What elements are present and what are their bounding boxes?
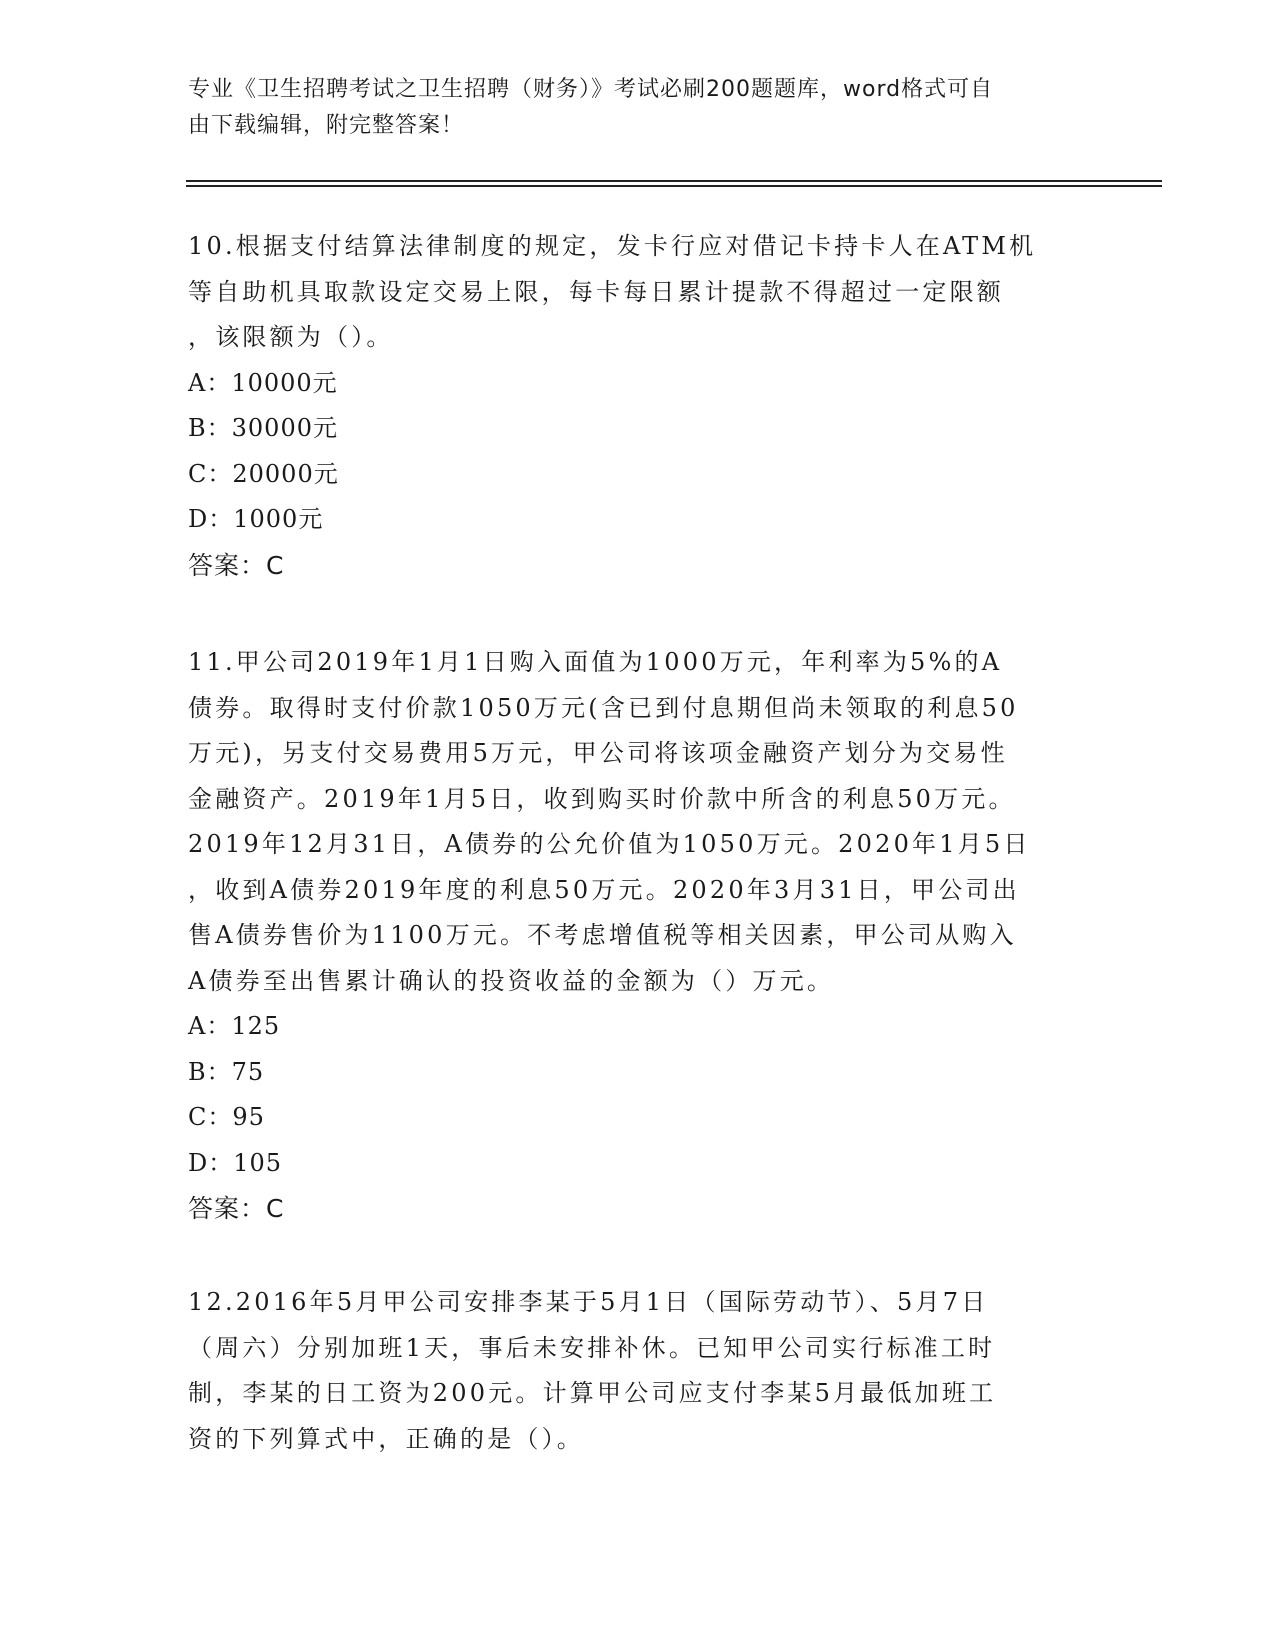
option-a: A：10000元 [188,368,338,397]
option-b: B：30000元 [188,414,338,442]
stem-line: 金融资产。2019年1月5日，收到购买时价款中所含的利息50万元。 [188,784,1016,813]
stem-line: ，该限额为（）。 [188,323,394,351]
question-stem [188,640,1088,1004]
question-11 [188,640,1088,1232]
option-a: A：125 [188,1012,281,1040]
stem-line: 售A债券售价为1100万元。不考虑增值税等相关因素，甲公司从购入 [188,921,1017,949]
document-header [188,72,1088,144]
header-divider [186,180,1162,182]
question-stem [188,1280,1088,1462]
option-b: B：75 [188,1057,265,1086]
header-divider [186,185,1162,187]
option-c: C：95 [188,1103,265,1131]
answer: 答案：C [188,1194,285,1223]
option-d: D：1000元 [188,505,324,533]
stem-line: ，收到A债券2019年度的利息50万元。2020年3月31日，甲公司出 [188,875,1020,904]
stem-line: 10.根据支付结算法律制度的规定，发卡行应对借记卡持卡人在ATM机 [188,232,1037,260]
stem-line: 制，李某的日工资为200元。计算甲公司应支付李某5月最低加班工 [188,1379,997,1407]
header-line: 专业《卫生招聘考试之卫生招聘（财务）》考试必刷200题题库，word格式可自 [188,77,994,102]
question-10 [188,224,1088,588]
stem-line: 11.甲公司2019年1月1日购入面值为1000万元，年利率为5%的A [188,648,1003,676]
stem-line: 资的下列算式中，正确的是（）。 [188,1424,584,1453]
stem-line: A债券至出售累计确认的投资收益的金额为（）万元。 [188,966,835,995]
stem-line: 2019年12月31日，A债券的公允价值为1050万元。2020年1月5日 [188,830,1031,858]
stem-line: 等自助机具取款设定交易上限，每卡每日累计提款不得超过一定限额 [188,277,1004,306]
stem-line: （周六）分别加班1天，事后未安排补休。已知甲公司实行标准工时 [188,1333,996,1362]
answer: 答案：C [188,550,285,580]
question-12 [188,1280,1088,1462]
header-line: 由下载编辑，附完整答案！ [188,113,465,138]
stem-line: 万元)，另支付交易费用5万元，甲公司将该项金融资产划分为交易性 [188,739,1008,767]
option-c: C：20000元 [188,459,339,488]
stem-line: 12.2016年5月甲公司安排李某于5月1日（国际劳动节）、5月7日 [188,1288,989,1316]
option-d: D：105 [188,1148,283,1177]
question-stem [188,224,1088,361]
stem-line: 债券。取得时支付价款1050万元(含已到付息期但尚未领取的利息50 [188,693,1019,722]
